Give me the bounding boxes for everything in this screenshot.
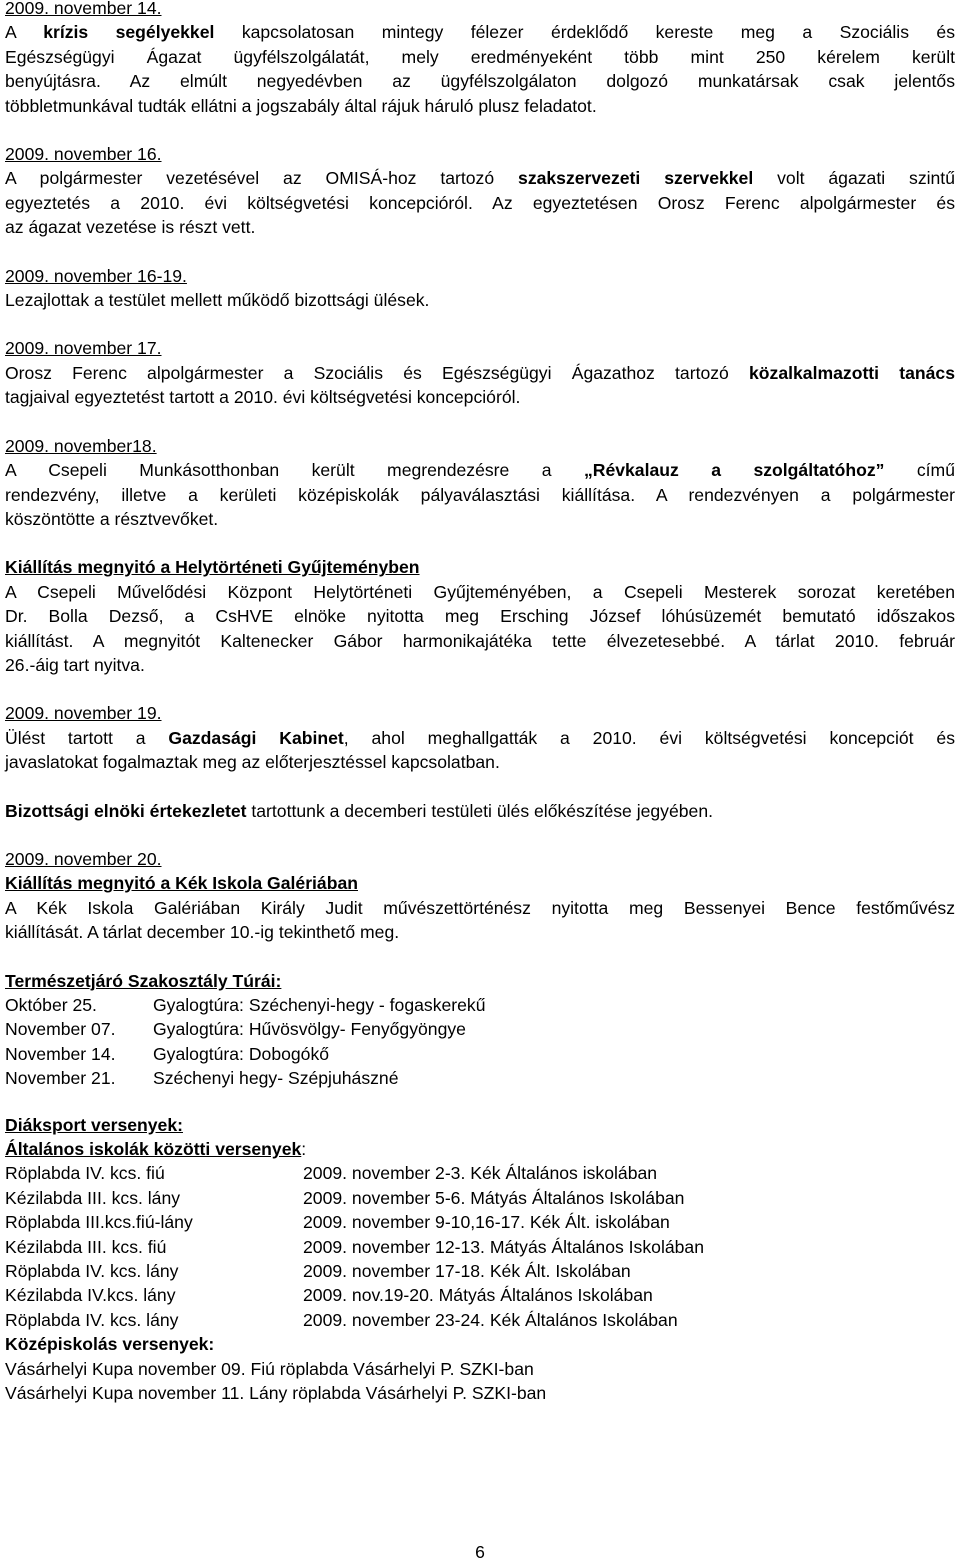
paragraph-line: Ülést tartott a Gazdasági Kabinet, ahol meghallgatták a 2010. évi költségvetési koncepciót és <box>5 727 955 748</box>
competition-event: Röplabda IV. kcs. lány <box>5 1309 179 1330</box>
paragraph-line: az ágazat vezetése is részt vett. <box>5 217 256 238</box>
paragraph-line: többletmunkával tudták ellátni a jogszabály által rájuk háruló plusz feladatot. <box>5 95 597 116</box>
diaksport-section: Diáksport versenyek: Általános iskolák közötti versenyek: Röplabda IV. kcs. fiú 2009. november 2-3. Kék Általános iskolában Kézilabda III. kcs. lány 2009. november 5-6. Mátyás Általános Iskolában Röplabda III.kcs.fiú-lány 2009. november 9-10,16-17. Kék Ált. iskolában Kézilabda III. kcs. fiú 2009. november 12-13. Mátyás Általános Iskolában Röplabda IV. kcs. lány 2009. november 17-18. Kék Ált. Iskolában Kézilabda IV.kcs. lány 2009. nov.19-20. Mátyás Általános Iskolában Röplabda IV. kcs. lány 2009. november 23-24. Kék Általános Iskolában Középiskolás versenyek: Vásárhelyi Kupa november 09. Fiú röplabda Vásárhelyi P. SZKI-ban Vásárhelyi Kupa november 11. Lány röplabda Vásárhelyi P. SZKI-ban <box>5 1113 955 1406</box>
bold-phrase: krízis segélyekkel <box>43 22 215 43</box>
paragraph-line: A krízis segélyekkel kapcsolatosan mintegy félezer érdeklődő kereste meg a Szociális és <box>5 22 955 43</box>
competition-when: 2009. november 9-10,16-17. Kék Ált. iskolában <box>303 1212 670 1233</box>
tura-date: November 07. <box>5 1019 116 1040</box>
paragraph-line: 26.-áig tart nyitva. <box>5 654 145 675</box>
paragraph-line: kiállítását. A tárlat december 10.-ig tekinthető meg. <box>5 922 400 943</box>
bold-phrase: közalkalmazotti tanács <box>749 362 955 383</box>
paragraph-line: egyeztetés a 2010. évi költségvetési koncepcióról. Az egyeztetésen Orosz Ferenc alpolgármester és <box>5 192 955 213</box>
competition-row <box>5 1235 955 1259</box>
competition-event: Röplabda III.kcs.fiú-lány <box>5 1212 193 1233</box>
entry-date: 2009. november 14. <box>5 0 162 18</box>
entry-nov20 <box>5 847 955 945</box>
tura-section <box>5 969 955 1091</box>
subsection-heading: Középiskolás versenyek: <box>5 1334 215 1355</box>
competition-event: Röplabda IV. kcs. fiú <box>5 1163 165 1184</box>
competition-line: Vásárhelyi Kupa november 09. Fiú röplabda Vásárhelyi P. SZKI-ban <box>5 1358 534 1379</box>
competition-row <box>5 1161 955 1185</box>
tura-desc: Gyalogtúra: Dobogókő <box>153 1043 330 1064</box>
entry-nov16-19 <box>5 264 955 313</box>
bold-phrase: Gazdasági Kabinet <box>168 727 344 748</box>
paragraph-line: rendezvény, illetve a kerületi középiskolák pályaválasztási kiállítása. A rendezvényen a polgármester <box>5 484 955 505</box>
entry-date: 2009. november 17. <box>5 338 162 359</box>
paragraph-line: köszöntötte a résztvevőket. <box>5 508 219 529</box>
entry-nov16 <box>5 142 955 240</box>
section-heading: Kiállítás megnyitó a Helytörténeti Gyűjteményben <box>5 557 420 578</box>
tura-desc: Széchenyi hegy- Szépjuhászné <box>153 1068 399 1089</box>
tura-desc: Gyalogtúra: Hűvösvölgy- Fenyőgyöngye <box>153 1019 466 1040</box>
section-heading: Természetjáró Szakosztály Túrái: <box>5 970 282 991</box>
entry-date: 2009. november 16. <box>5 144 162 165</box>
paragraph-line: Egészségügyi Ágazat ügyfélszolgálatát, mely eredményeként több mint 250 kérelem került <box>5 46 955 67</box>
paragraph-line: kiállítást. A megnyitót Kaltenecker Gábor harmonikajátéka tette élvezetesebbé. A tárlat 2010. február <box>5 630 955 651</box>
competition-row <box>5 1259 955 1283</box>
paragraph-line: Bizottsági elnöki értekezletet tartottunk a decemberi testületi ülés előkészítése jegyében. <box>5 800 714 821</box>
entry-helytorteneti <box>5 555 955 677</box>
paragraph-line: Orosz Ferenc alpolgármester a Szociális és Egészségügyi Ágazathoz tartozó közalkalmazotti tanács <box>5 362 955 383</box>
competition-when: 2009. november 5-6. Mátyás Általános Iskolában <box>303 1187 685 1208</box>
competition-when: 2009. november 23-24. Kék Általános Iskolában <box>303 1309 678 1330</box>
bold-phrase: Bizottsági elnöki értekezletet <box>5 800 247 821</box>
section-heading: Diáksport versenyek: <box>5 1114 183 1135</box>
competition-row <box>5 1308 955 1332</box>
paragraph-line: A polgármester vezetésével az OMISÁ-hoz tartozó szakszervezeti szervekkel volt ágazati szintű <box>5 168 955 189</box>
subsection-heading: Általános iskolák közötti versenyek <box>5 1139 302 1160</box>
entry-bizottsagi <box>5 799 955 823</box>
entry-date: 2009. november18. <box>5 435 157 456</box>
section-heading: Kiállítás megnyitó a Kék Iskola Galériában <box>5 873 358 894</box>
competition-line: Vásárhelyi Kupa november 11. Lány röplabda Vásárhelyi P. SZKI-ban <box>5 1383 547 1404</box>
paragraph-line: A Csepeli Művelődési Központ Helytörténeti Gyűjteményében, a Csepeli Mesterek sorozat keretében <box>5 581 955 602</box>
entry-date: 2009. november 20. <box>5 848 162 869</box>
competition-event: Kézilabda III. kcs. fiú <box>5 1236 167 1257</box>
tura-row <box>5 1042 955 1066</box>
competition-row <box>5 1186 955 1210</box>
entry-nov18 <box>5 434 955 532</box>
tura-row <box>5 993 955 1017</box>
tura-row <box>5 1017 955 1041</box>
paragraph-line: javaslatokat fogalmaztak meg az előterjesztéssel kapcsolatban. <box>5 752 500 773</box>
competition-when: 2009. nov.19-20. Mátyás Általános Iskolában <box>303 1285 653 1306</box>
competition-row <box>5 1210 955 1234</box>
competition-row <box>5 1283 955 1307</box>
page-number: 6 <box>475 1542 485 1562</box>
entry-nov17 <box>5 336 955 409</box>
tura-date: November 21. <box>5 1068 116 1089</box>
tura-date: Október 25. <box>5 995 97 1015</box>
competition-when: 2009. november 17-18. Kék Ált. Iskolában <box>303 1261 631 1282</box>
document-page <box>5 0 955 1406</box>
competition-event: Röplabda IV. kcs. lány <box>5 1261 179 1282</box>
paragraph-line: Lezajlottak a testület mellett működő bizottsági ülések. <box>5 290 430 311</box>
bold-phrase: szakszervezeti szervekkel <box>518 168 754 189</box>
paragraph-line: A Csepeli Munkásotthonban került megrendezésre a „Révkalauz a szolgáltatóhoz” című <box>5 460 955 481</box>
paragraph-line: A Kék Iskola Galériában Király Judit művészettörténész nyitotta meg Bessenyei Bence festőművész <box>5 897 955 918</box>
paragraph-line: tagjaival egyeztetést tartott a 2010. évi költségvetési koncepcióról. <box>5 387 521 408</box>
competition-event: Kézilabda IV.kcs. lány <box>5 1285 176 1306</box>
tura-desc: Gyalogtúra: Széchenyi-hegy - fogaskerekű <box>153 995 486 1015</box>
competition-when: 2009. november 12-13. Mátyás Általános Iskolában <box>303 1236 704 1257</box>
paragraph-line: Dr. Bolla Dezső, a CsHVE elnöke nyitotta meg Ersching József lóhúsüzemét bemutató időszakos <box>5 606 955 627</box>
paragraph-line: benyújtásra. Az elmúlt negyedévben az ügyfélszolgálaton dolgozó munkatársak csak jelentős <box>5 71 955 92</box>
entry-date: 2009. november 16-19. <box>5 265 187 286</box>
entry-nov19 <box>5 701 955 774</box>
bold-phrase: „Révkalauz a szolgáltatóhoz” <box>583 460 885 481</box>
tura-date: November 14. <box>5 1043 116 1064</box>
competition-event: Kézilabda III. kcs. lány <box>5 1187 181 1208</box>
competition-when: 2009. november 2-3. Kék Általános iskolában <box>303 1163 658 1184</box>
tura-row <box>5 1066 955 1090</box>
entry-date: 2009. november 19. <box>5 703 162 724</box>
entry-nov14 <box>5 0 955 118</box>
